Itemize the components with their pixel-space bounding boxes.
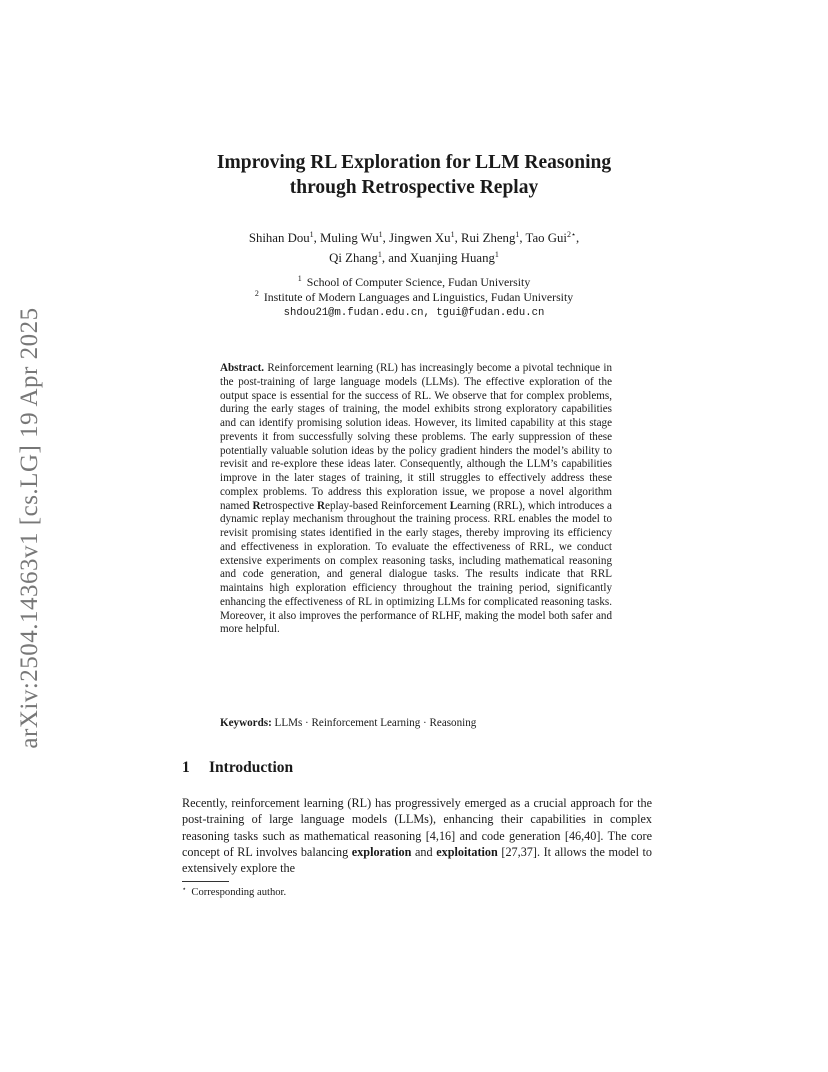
affiliation-text: Institute of Modern Languages and Linguistics, Fudan University — [263, 290, 574, 304]
intro-text: and — [414, 844, 433, 859]
author-emails: shdou21@m.fudan.edu.cn, tgui@fudan.edu.cn — [283, 307, 545, 319]
author-name: Muling Wu — [320, 231, 379, 245]
author-line-2: Qi Zhang$^1$, and Xuanjing Huang$^1$ — [329, 250, 499, 265]
intro-text: [27,37]. It allows the model to extensively explore the — [182, 844, 653, 876]
abstract-label: Abstract. — [220, 362, 265, 374]
keywords-list: LLMs · Reinforcement Learning · Reasoning — [274, 717, 477, 729]
affiliation-mark: 1 — [309, 230, 314, 239]
affiliation-1 — [150, 274, 678, 290]
abstract-text-part-2: (RRL), which introduces a dynamic replay mechanism throughout the training process. RRL enables the model to revisit promising states identified in the early stages, thereby improving its efficiency and effectiveness in exploration. To evaluate the effectiveness of RRL, we conduct extensive experiments on complex reasoning tasks, including mathematical reasoning and code generation, and general dialogue tasks. The results indicate that RRL maintains high exploration efficiency throughout the training period, significantly enhancing the effectiveness of RL in optimizing LLMs for complicated reasoning tasks. Moreover, it also improves the performance of RLHF, making the model both safer and more helpful. — [220, 499, 612, 636]
affiliation-mark: 2 — [254, 289, 259, 298]
author-name: Rui Zheng — [460, 231, 516, 245]
method-name-fragment: etrospective — [260, 499, 317, 512]
intro-text: Recently, reinforcement learning (RL) has progressively emerged as a crucial approach for the post-training of large language models (LLMs), enhancing their capabilities in complex reasoning tasks such as mathematical reasoning [4,16] and code generation [46,40]. The core concept of RL involves balancing — [182, 796, 652, 859]
arxiv-identifier-stamp: arXiv:2504.14363v1 [cs.LG] 19 Apr 2025 — [16, 307, 43, 749]
intro-emphasis: exploration — [351, 844, 412, 859]
affiliation-mark: 1 — [378, 230, 383, 239]
abstract — [220, 362, 612, 637]
title-line-2: through Retrospective Replay — [289, 177, 539, 198]
affiliation-mark: 1 — [494, 250, 499, 259]
footnote-mark: ⋆ — [182, 885, 187, 893]
method-name — [252, 500, 490, 512]
affiliation-2 — [150, 289, 678, 305]
paper-title — [150, 150, 678, 200]
author-name: Tao Gui — [525, 231, 567, 245]
author-line-1: Shihan Dou$^1$, Muling Wu$^1$, Jingwen Xu$^1$, Rui Zheng$^1$, Tao Gui$^{2⋆}$, — [248, 230, 580, 245]
author-name: Xuanjing Huang — [409, 251, 495, 265]
author-list — [150, 228, 678, 268]
method-name-fragment: eplay-based Reinforcement — [325, 499, 450, 512]
affiliation-mark: 1 — [377, 250, 382, 259]
method-initial: R — [317, 499, 326, 512]
introduction-paragraph — [182, 795, 652, 876]
author-name: Qi Zhang — [329, 251, 378, 265]
section-number: 1 — [182, 759, 190, 776]
method-name-fragment: earning — [457, 499, 491, 512]
author-name: Jingwen Xu — [389, 231, 451, 245]
affiliation-text: School of Computer Science, Fudan University — [306, 275, 531, 289]
title-line-1: Improving RL Exploration for LLM Reasoning — [216, 152, 612, 173]
affiliation-mark: 1 — [297, 274, 302, 283]
author-connector: and — [388, 251, 407, 265]
footnote-rule — [182, 881, 229, 882]
section-heading — [182, 759, 293, 777]
affiliation-mark: 2⋆ — [566, 230, 576, 239]
keywords — [220, 716, 612, 730]
keywords-label: Keywords: — [220, 717, 272, 729]
affiliation-mark: 1 — [515, 230, 520, 239]
intro-emphasis: exploitation — [436, 844, 498, 859]
author-name: Shihan Dou — [248, 231, 310, 245]
section-title: Introduction — [209, 759, 294, 776]
footnote — [182, 886, 286, 900]
method-initial: L — [449, 499, 458, 512]
abstract-text-part-1: Reinforcement learning (RL) has increasingly become a pivotal technique in the post-training of large language models (LLMs). The effective exploration of the output space is essential for the success of RL. We observe that for complex problems, during the early stages of training, the model exhibits strong exploratory capabilities and can identify promising solution ideas. However, its limited capability at this stage prevents it from successfully solving these problems. The early suppression of these potentially valuable solution ideas by the policy gradient hinders the model’s ability to revisit and re-explore these ideas later. Consequently, although the LLM’s capabilities improve in the later stages of training, it still struggles to effectively address these complex problems. To address this exploration issue, we propose a novel algorithm named — [220, 362, 612, 512]
affiliation-mark: 1 — [450, 230, 455, 239]
footnote-text: Corresponding author. — [191, 887, 287, 898]
method-initial: R — [252, 499, 261, 512]
